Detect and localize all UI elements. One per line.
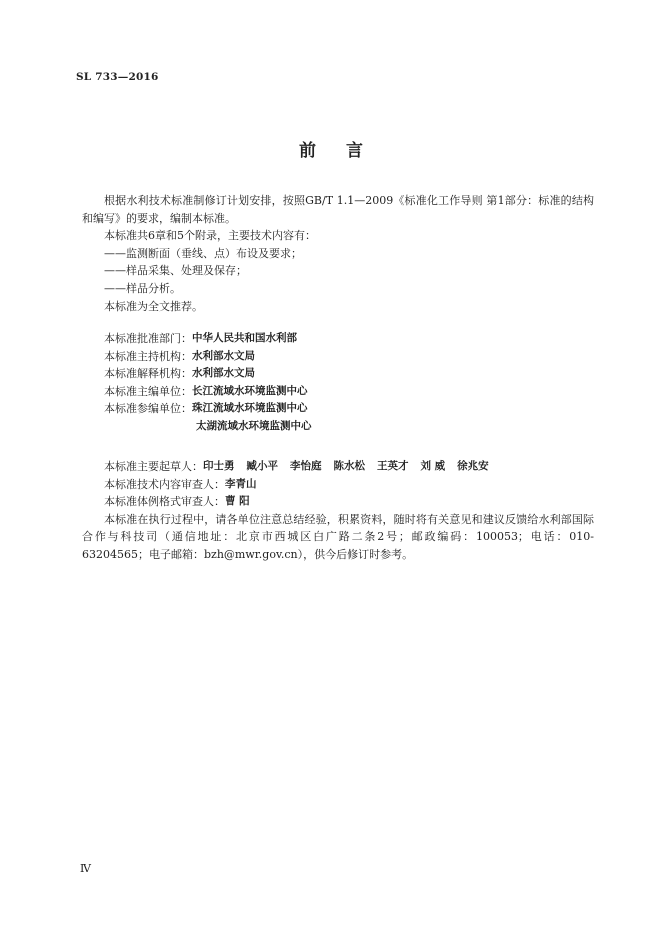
drafters-names [203,458,501,476]
drafter-name: 徐兆安 [457,460,489,472]
list-item: ——监测断面（垂线、点）布设及要求； [104,246,302,260]
drafter-name: 王英才 [377,460,409,472]
intro-section [82,192,594,315]
approval-row [82,330,594,348]
host-label: 本标准主持机构： [104,349,192,363]
tech-reviewer-label: 本标准技术内容审查人： [104,477,225,491]
participant-label: 本标准参编单位： [104,402,192,416]
chief-editor-label: 本标准主编单位： [104,384,192,398]
page-number: Ⅳ [80,862,91,875]
interpret-label: 本标准解释机构： [104,367,192,381]
approval-label: 本标准批准部门： [104,332,192,345]
format-reviewer-value: 曹 阳 [225,495,250,508]
interpret-row [82,365,594,383]
participant-row-continued [82,418,594,436]
interpret-value: 水利部水文局 [192,367,255,380]
tech-reviewer-row [82,476,594,494]
contents-paragraph: 本标准共6章和5个附录，主要技术内容有： [104,229,316,243]
participant-value: 珠江流域水环境监测中心 [192,402,308,415]
drafter-name: 印士勇 [203,460,235,472]
format-reviewer-label: 本标准体例格式审查人： [104,495,225,509]
drafter-name: 李怡庭 [290,460,322,472]
list-item: ——样品采集、处理及保存； [104,264,247,278]
organizations-section [82,330,594,436]
drafter-name: 臧小平 [246,460,278,472]
approval-value: 中华人民共和国水利部 [192,332,297,344]
drafter-name: 刘 威 [420,460,446,472]
drafters-label: 本标准主要起草人： [104,460,203,473]
document-number: SL 733—2016 [76,71,159,83]
participant-value: 太湖流域水环境监测中心 [196,419,312,432]
host-row [82,348,594,366]
participant-row [82,400,594,418]
people-section [82,458,594,564]
chief-editor-value: 长江流域水环境监测中心 [192,384,308,397]
format-reviewer-row [82,493,594,511]
recommendation-paragraph: 本标准为全文推荐。 [104,299,203,313]
tech-reviewer-value: 李青山 [225,477,257,490]
host-value: 水利部水文局 [192,349,255,362]
chief-editor-row [82,383,594,401]
feedback-paragraph: 本标准在执行过程中，请各单位注意总结经验，积累资料，随时将有关意见和建议反馈给水利部国际合作与科技司（通信地址：北京市西城区白广路二条2号；邮政编码：100053；电话：010-63204565；电子邮箱：bzh@mwr.gov.cn），供今后修订时参考。 [82,512,594,561]
list-item: ——样品分析。 [104,281,181,295]
drafters-row [82,458,594,476]
drafter-name: 陈水松 [333,460,365,472]
intro-paragraph: 根据水利技术标准制修订计划安排，按照GB/T 1.1—2009《标准化工作导则 第1部分：标准的结构和编写》的要求，编制本标准。 [82,194,594,225]
page-title: 前言 [299,141,393,161]
